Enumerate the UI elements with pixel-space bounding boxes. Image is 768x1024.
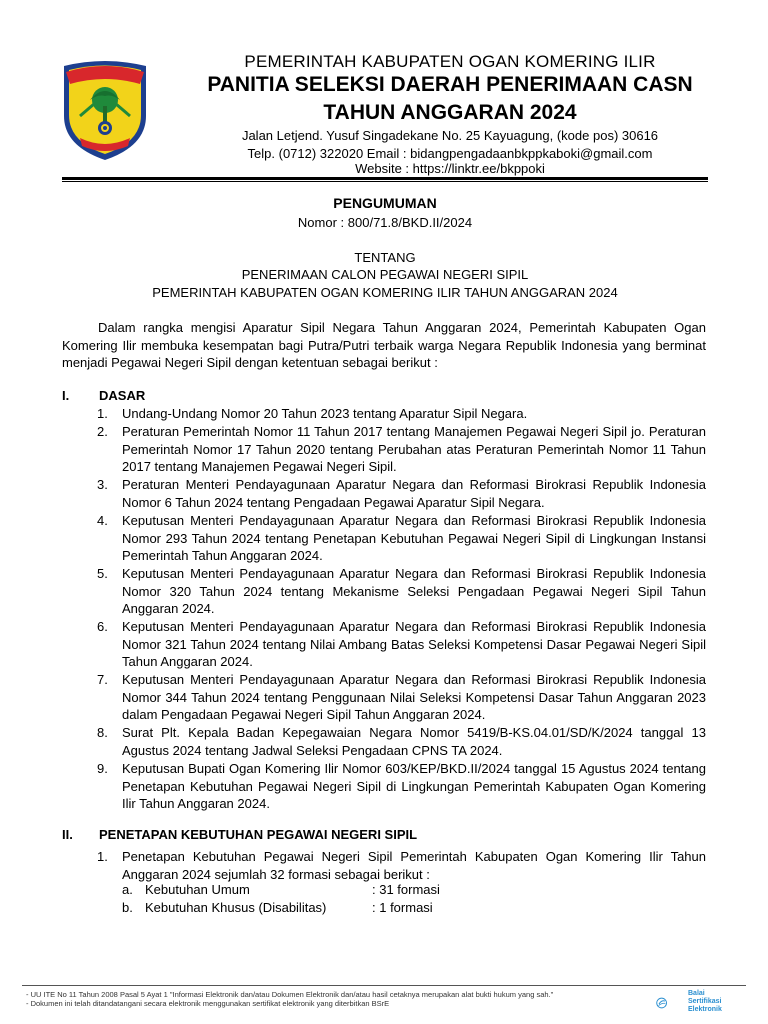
announcement-about: TENTANG [354, 250, 416, 265]
footer-note-bsre: - Dokumen ini telah ditandatangani secara elektronik menggunakan sertifikat elektronik yang diterbitkan BSrE [26, 999, 390, 1008]
header-website: Website : https://linktr.ee/bkppoki [355, 161, 545, 176]
bsre-label-3: Elektronik [688, 1006, 722, 1013]
header-divider-thick [62, 177, 708, 180]
announcement-title: PENGUMUMAN [333, 195, 437, 211]
header-address: Jalan Letjend. Yusuf Singadekane No. 25 Kayuagung, (kode pos) 30616 [241, 128, 659, 143]
bsre-label-2: Sertifikasi [688, 998, 722, 1005]
header-contact: Telp. (0712) 322020 Email : bidangpengadaanbkppkaboki@gmail.com [247, 146, 653, 161]
section-title: DASAR [99, 388, 146, 403]
announcement-number: Nomor : 800/71.8/BKD.II/2024 [297, 215, 473, 230]
header-year: TAHUN ANGGARAN 2024 [323, 101, 577, 124]
section-number: II. [62, 827, 73, 842]
header-committee: PANITIA SELEKSI DAERAH PENERIMAAN CASN [207, 73, 693, 96]
section-number: I. [62, 388, 70, 403]
header-divider-thin [62, 181, 708, 182]
header-government: PEMERINTAH KABUPATEN OGAN KOMERING ILIR [244, 52, 656, 71]
intro-paragraph: Dalam rangka mengisi Aparatur Sipil Negara Tahun Anggaran 2024, Pemerintah Kabupaten Ogan Komering Ilir membuka kesempatan bagi Putra/Putri terbaik warga Negara Republik Indonesia yang berminat menjadi Pegawai Negeri Sipil dengan ketentuan sebagai berikut : [62, 320, 706, 370]
announcement-subject-2: PEMERINTAH KABUPATEN OGAN KOMERING ILIR TAHUN ANGGARAN 2024 [152, 285, 618, 300]
ogan-komering-ilir-logo [60, 58, 150, 162]
document-page: PEMERINTAH KABUPATEN OGAN KOMERING ILIR PANITIA SELEKSI DAERAH PENERIMAAN CASN TAHUN ANGGARAN 2024 Jalan Letjend. Yusuf Singadekane No. 25 Kayuagung, (kode pos) 30616 Telp. (0712) 322020 Email : bidangpengadaanbkppkaboki@gmail.com Website : https://linktr.ee/bkppoki PENGUMUMAN Nomor : 800/71.8/BKD.II/2024 TENTANG PENERIMAAN CALON PEGAWAI NEGERI SIPIL PEMERINTAH KABUPATEN OGAN KOMERING ILIR TAHUN ANGGARAN 2024 Dalam rangka mengisi Aparatur Sipil Negara Tahun Anggaran 2024, Pemerintah Kabupaten Ogan Komering Ilir membuka kesempatan bagi Putra/Putri terbaik warga Negara Republik Indonesia yang berminat menjadi Pegawai Negeri Sipil dengan ketentuan sebagai berikut : I. DASAR 1. Undang-Undang Nomor 20 Tahun 2023 tentang Aparatur Sipil Negara. 2. Peraturan Pemerintah Nomor 11 Tahun 2017 tentang Manajemen Pegawai Negeri Sipil jo. Peraturan Pemerintah Nomor 17 Tahun 2020 tentang Perubahan atas Peraturan Pemerintah Nomor 11 Tahun 2017 tentang Manajemen Pegawai Negeri Sipil. 3. Peraturan Menteri Pendayagunaan Aparatur Negara dan Reformasi Birokrasi Republik Indonesia Nomor 6 Tahun 2024 tentang Pengadaan Pegawai Aparatur Sipil Negara. 4. Keputusan Menteri Pendayagunaan Aparatur Negara dan Reformasi Birokrasi Republik Indonesia Nomor 293 Tahun 2024 tentang Penetapan Kebutuhan Pegawai Negeri Sipil di Lingkungan Instansi Pemerintah Tahun Anggaran 2024. 5. Keputusan Menteri Pendayagunaan Aparatur Negara dan Reformasi Birokrasi Republik Indonesia Nomor 320 Tahun 2024 tentang Mekanisme Seleksi Pengadaan Pegawai Negeri Sipil Tahun Anggaran 2024. 6. Keputusan Menteri Pendayagunaan Aparatur Negara dan Reformasi Birokrasi Republik Indonesia Nomor 321 Tahun 2024 tentang Nilai Ambang Batas Seleksi Kompetensi Dasar Pegawai Negeri Sipil Tahun Anggaran 2024. 7. Keputusan Menteri Pendayagunaan Aparatur Negara dan Reformasi Birokrasi Republik Indonesia Nomor 344 Tahun 2024 tentang Penggunaan Nilai Seleksi Kompetensi Dasar Tahun Anggaran 2023 dalam Pengadaan Pegawai Negeri Sipil Tahun Anggaran 2024. 8. Surat Plt. Kepala Badan Kepegawaian Negara Nomor 5419/B-KS.04.01/SD/K/2024 tanggal 13 Agustus 2024 tentang Jadwal Seleksi Pengadaan CPNS TA 2024. 9. Keputusan Bupati Ogan Komering Ilir Nomor 603/KEP/BKD.II/2024 tanggal 15 Agustus 2024 tentang Penetapan Kebutuhan Pegawai Negeri Sipil di Lingkungan Pemerintah Kabupaten Ogan Komering Ilir Tahun Anggaran 2024. II. PENETAPAN KEBUTUHAN PEGAWAI NEGERI SIPIL 1. Penetapan Kebutuhan Pegawai Negeri Sipil Pemerintah Kabupaten Ogan Komering Ilir Tahun Anggaran 2024 sejumlah 32 formasi sebagai berikut : a. Kebutuhan Umum : 31 formasi b. Kebutuhan Khusus (Disabilitas) : 1 formasi - UU ITE No 11 Tahun 2008 Pasal 5 Ayat 1 "Informasi Elektronik dan/atau Dokumen Elektronik dan/atau hasil cetaknya merupakan alat bukti hukum yang sah." - Dokumen ini telah ditandatangani secara elektronik menggunakan sertifikat elektronik yang diterbitkan BSrE Balai Sertifikasi Elektronik [0, 0, 768, 1024]
bsre-logo-icon [656, 988, 686, 1018]
footer-divider [22, 985, 746, 986]
footer-note-ite: - UU ITE No 11 Tahun 2008 Pasal 5 Ayat 1 "Informasi Elektronik dan/atau Dokumen Elektronik dan/atau hasil cetaknya merupakan alat bukti hukum yang sah." [26, 990, 554, 999]
section-title: PENETAPAN KEBUTUHAN PEGAWAI NEGERI SIPIL [99, 827, 418, 842]
bsre-label-1: Balai [688, 990, 705, 997]
announcement-subject-1: PENERIMAAN CALON PEGAWAI NEGERI SIPIL [241, 267, 529, 282]
